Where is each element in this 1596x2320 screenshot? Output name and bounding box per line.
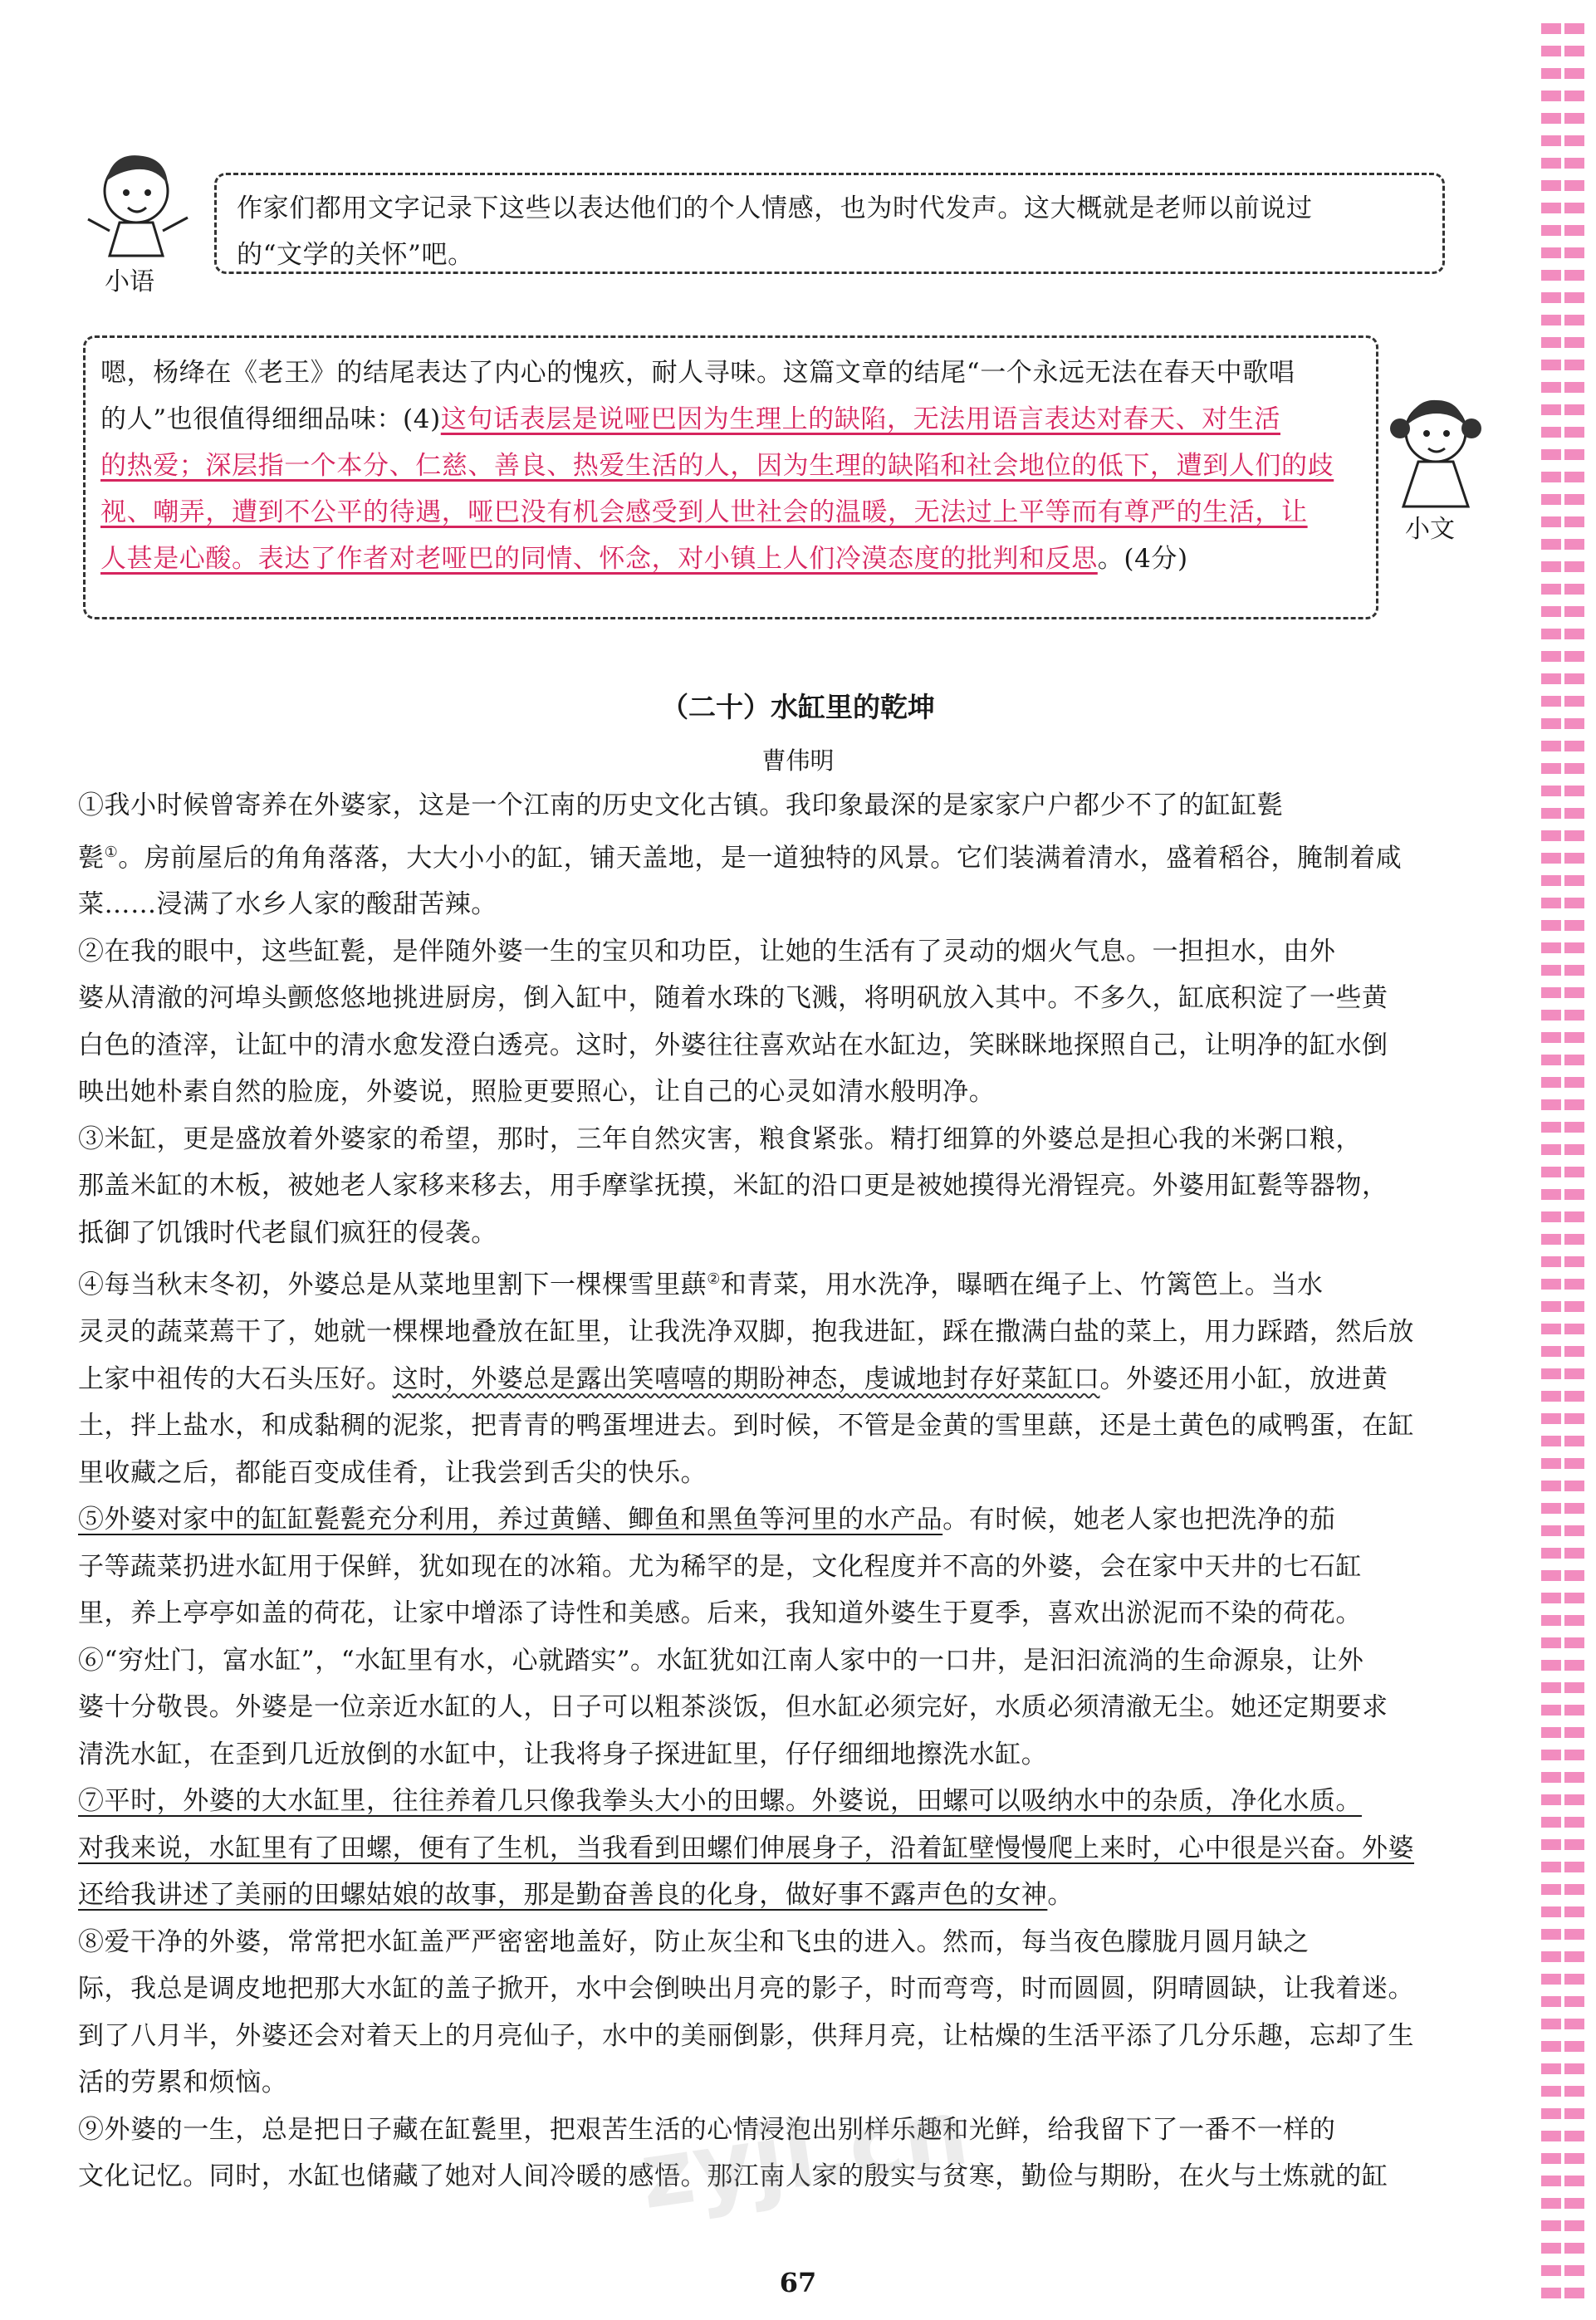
p9-line-2: 文化记忆。同时，水缸也储藏了她对人间冷暖的感悟。那江南人家的殷实与贫寒，勤俭与期盼，在火与土炼就的缸 [78,2161,1388,2192]
p4-line-3a: 上家中祖传的大石头压好。 [78,1363,393,1394]
p4-line-3b: 。外婆还用小缸，放进黄 [1099,1363,1388,1394]
speaker-label-xiaowen: 小文 [1405,515,1455,544]
article-author: 曹伟明 [761,746,835,775]
paragraph-4 [78,1256,1481,1496]
paragraph-8 [78,1919,1481,2107]
article-title: （二十）水缸里的乾坤 [661,691,935,723]
p6-line-1: ⑥“穷灶门，富水缸”，“水缸里有水，心就踏实”。水缸犹如江南人家中的一口井，是汩汩流淌的生命源泉，让外 [78,1645,1364,1676]
p7-line-1: ⑦平时，外婆的大水缸里，往往养着几只像我拳头大小的田螺。外婆说，田螺可以吸纳水中的杂质，净化水质。 [78,1786,1362,1817]
article-body [78,782,1481,2200]
footnote-1: ① [104,843,119,861]
box2-line-1: 嗯，杨绛在《老王》的结尾表达了内心的愧疚，耐人寻味。这篇文章的结尾“一个永远无法在春天中歌唱 [100,358,1295,388]
answer-text-2: 的热爱；深层指一个本分、仁慈、善良、热爱生活的人，因为生理的缺陷和社会地位的低下，遭到人们的歧 [100,451,1334,481]
p6-line-2: 婆十分敬畏。外婆是一位亲近水缸的人，日子可以粗茶淡饭，但水缸必须完好，水质必须清澈无尘。她还定期要求 [78,1692,1388,1723]
box1-line-1: 作家们都用文字记录下这些以表达他们的个人情感，也为时代发声。这大概就是老师以前说过 [237,193,1313,223]
speaker-label-xiaoyu: 小语 [105,267,154,296]
box2-line-4 [100,489,1361,536]
p4-line-5: 里收藏之后，都能百变成佳肴，让我尝到舌尖的快乐。 [78,1457,707,1488]
p5-line-1b: 。有时候，她老人家也把洗净的茄 [942,1505,1336,1535]
p4-line-1 [78,1256,1481,1309]
p1-line-2-text: 。房前屋后的角角落落，大大小小的缸，铺天盖地，是一道独特的风景。它们装满着清水，盛着稻谷，腌制着咸 [118,842,1403,873]
wavy-underlined-sentence: 这时，外婆总是露出笑嘻嘻的期盼神态，虔诚地封存好菜缸口 [392,1363,1100,1394]
box1-line-2: 的“文学的关怀”吧。 [237,240,474,270]
girl-character-icon [1382,382,1490,515]
page-number: 67 [779,2267,817,2298]
p4-line-1a: ④每当秋末冬初，外婆总是从菜地里割下一棵棵雪里蕻 [78,1270,707,1300]
p4-line-1b: 和青菜，用水洗净，曝晒在绳子上、竹篱笆上。当水 [720,1270,1324,1300]
decorative-stripe-band [1541,23,1584,2298]
watermark: zyjl.cn [634,2078,975,2229]
answer-text-4: 人甚是心酸。表达了作者对老哑巴的同情、怀念，对小镇上人们冷漠态度的批判和反思 [100,544,1098,574]
answer-text-1: 这句话表层是说哑巴因为生理上的缺陷，无法用语言表达对春天、对生活 [440,404,1280,434]
p1-line-1: ①我小时候曾寄养在外婆家，这是一个江南的历史文化古镇。我印象最深的是家家户户都少不了的缸缸甏 [78,790,1284,820]
p7-line-3-underlined: 还给我讲述了美丽的田螺姑娘的故事，那是勤奋善良的化身，做好事不露声色的女神 [78,1880,1048,1911]
boy-character-icon [76,139,201,264]
paragraph-2 [78,928,1481,1116]
p8-line-2: 际，我总是调皮地把那大水缸的盖子掀开，水中会倒映出月亮的影子，时而弯弯，时而圆圆，阴晴圆缺，让我着迷。 [78,1974,1415,2004]
box2-line-2 [100,396,1361,443]
paragraph-1 [78,782,1481,928]
p5-line-1 [78,1496,1481,1544]
box2-line-2-prefix: 的人”也很值得细细品味：(4) [100,404,441,434]
speech-box-xiaoyu [214,173,1445,274]
answer-text-3: 视、嘲弄，遭到不公平的待遇，哑巴没有机会感受到人世社会的温暖，无法过上平等而有尊严的生活，让 [100,497,1308,527]
p3-line-2: 那盖米缸的木板，被她老人家移来移去，用手摩挲抚摸，米缸的沿口更是被她摸得光滑锃亮。外婆用缸甏等器物， [78,1171,1388,1202]
box2-line-3 [100,443,1361,489]
p5-line-3: 里，养上亭亭如盖的荷花，让家中增添了诗性和美感。后来，我知道外婆生于夏季，喜欢出淤泥而不染的荷花。 [78,1598,1362,1629]
p8-line-3: 到了八月半，外婆还会对着天上的月亮仙子，水中的美丽倒影，供拜月亮，让枯燥的生活平添了几分乐趣，忘却了生 [78,2020,1415,2051]
paragraph-6 [78,1637,1481,1779]
speech-box-xiaowen [83,335,1378,619]
p2-line-1: ②在我的眼中，这些缸甏，是伴随外婆一生的宝贝和功臣，让她的生活有了灵动的烟火气息。一担担水，由外 [78,936,1336,967]
p3-line-1: ③米缸，更是盛放着外婆家的希望，那时，三年自然灾害，粮食紧张。精打细算的外婆总是担心我的米粥口粮， [78,1123,1362,1154]
p7-end: 。 [1047,1880,1074,1911]
footnote-2: ② [707,1270,721,1289]
paragraph-3 [78,1116,1481,1257]
p8-line-4: 活的劳累和烦恼。 [78,2068,288,2098]
p7-line-3 [78,1872,1481,1919]
p4-line-3 [78,1356,1481,1403]
p1-line-3: 菜……浸满了水乡人家的酸甜苦辣。 [78,889,497,920]
p8-line-1: ⑧爱干净的外婆，常常把水缸盖严严密密地盖好，防止灰尘和飞虫的进入。然而，每当夜色朦胧月圆月缺之 [78,1926,1310,1957]
paragraph-7 [78,1778,1481,1919]
p4-line-4: 土，拌上盐水，和成黏稠的泥浆，把青青的鸭蛋埋进去。到时候，不管是金黄的雪里蕻，还是土黄色的咸鸭蛋，在缸 [78,1411,1415,1441]
score-note: 。(4分) [1097,544,1188,574]
p9-line-1: ⑨外婆的一生，总是把日子藏在缸甏里，把艰苦生活的心情浸泡出别样乐趣和光鲜，给我留下了一番不一样的 [78,2114,1336,2145]
paragraph-5 [78,1496,1481,1637]
p6-line-3: 清洗水缸，在歪到几近放倒的水缸中，让我将身子探进缸里，仔仔细细地擦洗水缸。 [78,1739,1048,1769]
p7-line-2: 对我来说，水缸里有了田螺，便有了生机，当我看到田螺们伸展身子，沿着缸壁慢慢爬上来时，心中很是兴奋。外婆 [78,1833,1415,1863]
p2-line-4: 映出她朴素自然的脸庞，外婆说，照脸更要照心，让自己的心灵如清水般明净。 [78,1077,996,1108]
p1-line-2 [78,830,1481,882]
p4-line-2: 灵灵的蔬菜蔫干了，她就一棵棵地叠放在缸里，让我洗净双脚，抱我进缸，踩在撒满白盐的菜上，用力踩踏，然后放 [78,1317,1415,1348]
p3-line-3: 抵御了饥饿时代老鼠们疯狂的侵袭。 [78,1217,497,1248]
p2-line-2: 婆从清澈的河埠头颤悠悠地挑进厨房，倒入缸中，随着水珠的飞溅，将明矾放入其中。不多久，缸底积淀了一些黄 [78,983,1388,1014]
p5-line-2: 子等蔬菜扔进水缸用于保鲜，犹如现在的冰箱。尤为稀罕的是，文化程度并不高的外婆，会在家中天井的七石缸 [78,1551,1362,1582]
box2-line-5 [100,536,1361,582]
p1-word: 甏 [78,842,105,873]
underlined-sentence-p5: ⑤外婆对家中的缸缸甏甏充分利用，养过黄鳝、鲫鱼和黑鱼等河里的水产品 [78,1505,943,1535]
p2-line-3: 白色的渣滓，让缸中的清水愈发澄白透亮。这时，外婆往往喜欢站在水缸边，笑眯眯地探照自己，让明净的缸水倒 [78,1030,1388,1060]
